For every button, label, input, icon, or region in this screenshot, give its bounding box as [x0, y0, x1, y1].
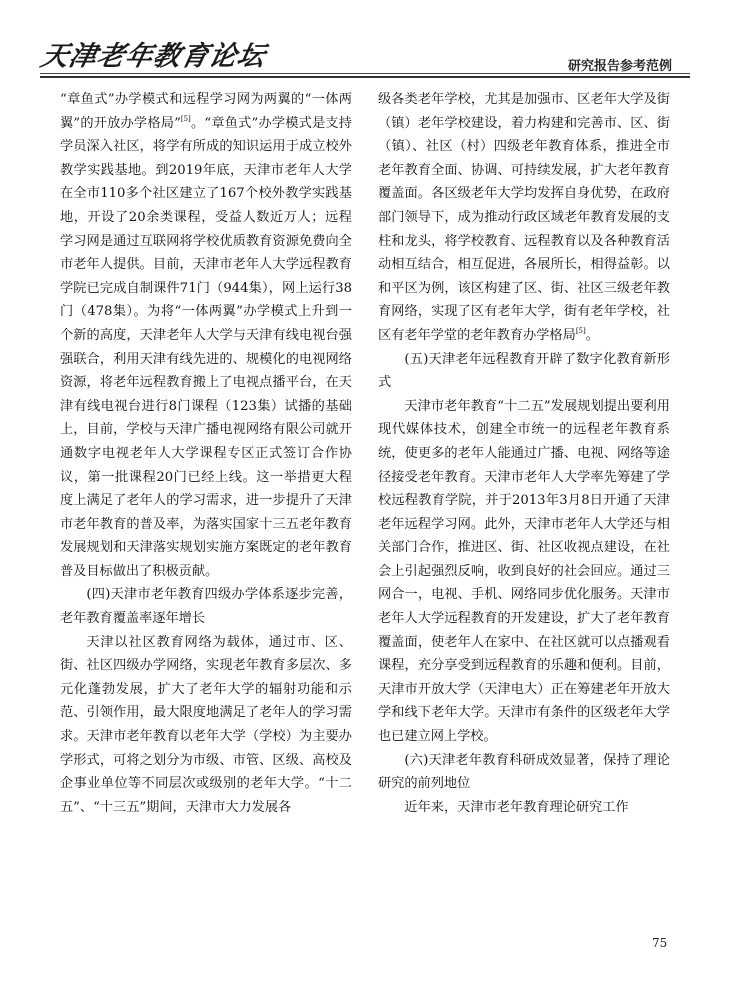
left-column: [60, 88, 352, 819]
left-paragraph-1-text: “章鱼式”办学模式和远程学习网为两翼的“一体两翼”的开放办学格局”: [60, 92, 352, 131]
section-title: 研究报告参考范例: [567, 59, 672, 74]
right-paragraph-3: 近年来，天津市老年教育理论研究工作: [404, 799, 629, 815]
subsection-heading-6: (六)天津老年教育科研成效显著，保持了理论研究的前列地位: [378, 752, 670, 792]
right-paragraph-1-text: 级各类老年学校，尤其是加强市、区老年大学及街（镇）老年学校建设，着力构建和完善市、区、街（镇）、社区（村）四级老年教育体系，推进全市老年教育全面、协调、可持续发展，扩大老年教育覆盖面。各区级老年大学均发挥自身优势，在政府部门领导下，成为推动行政区域老年教育发展的支柱和龙头，将学校教育、远程教育以及各种教育活动相互结合，相互促进，各展所长，相得益彰。以和平区为例，该区构建了区、街、社区三级老年教育网络，实现了区有老年大学，街有老年学校，社区有老年学堂的老年教育办学格局: [378, 92, 670, 343]
right-column: [378, 88, 670, 819]
journal-masthead: 天津老年教育论坛: [38, 41, 269, 72]
right-paragraph-2: 天津市老年教育“十二五”发展规划提出要利用现代媒体技术，创建全市统一的远程老年教育系统，使更多的老年人能通过广播、电视、网络等途径接受老年教育。天津市老年人大学率先筹建了学校远程教育学院，并于2013年3月8日开通了天津老年远程学习网。此外，天津市老年人大学还与相关部门合作，推进区、街、社区收视点建设，在社会上引起强烈反响，收到良好的社会回应。通过三网合一，电视、手机、网络同步优化服务。天津市老年人大学远程教育的开发建设，扩大了老年教育覆盖面，使老年人在家中、在社区就可以点播观看课程，充分享受到远程教育的乐趣和便利。目前，天津市开放大学（天津电大）正在筹建老年开放大学和线下老年大学。天津市有条件的区级老年大学也已建立网上学校。: [378, 398, 670, 745]
left-paragraph-1: [60, 88, 352, 583]
citation-ref: [5]: [180, 114, 191, 123]
subsection-heading-4: (四)天津市老年教育四级办学体系逐步完善，老年教育覆盖率逐年增长: [60, 587, 352, 627]
header-rule-thin: [40, 73, 690, 74]
left-paragraph-1-rest: 。“章鱼式”办学模式是支持学员深入社区，将学有所成的知识运用于成立校外教学实践基地。到2019年底，天津市老年人大学在全市110多个社区建立了167个校外教学实践基地，开设了20余类课程，受益人数近万人；远程学习网是通过互联网将学校优质教育资源免费向全市老年人提供。目前，天津市老年人大学远程教育学院已完成自制课件71门（944集），网上运行38门（478集）。为将“一体两翼”办学模式上升到一个新的高度，天津老年人大学与天津有线电视台强强联合，利用天津有线先进的、规模化的电视网络资源，将老年远程教育搬上了电视点播平台，在天津有线电视台进行8门课程（123集）试播的基础上，目前，学校与天津广播电视网络有限公司就开通数字电视老年人大学课程专区正式签订合作协议，第一批课程20门已经上线。这一举措更大程度上满足了老年人的学习需求，进一步提升了天津市老年教育的普及率，为落实国家十三五老年教育发展规划和天津落实规划实施方案既定的老年教育普及目标做出了积极贡献。: [60, 115, 352, 579]
right-paragraph-1-end: 。: [585, 327, 599, 343]
right-paragraph-1: [378, 88, 670, 348]
page-header: [0, 0, 730, 80]
citation-ref: [5]: [575, 326, 586, 335]
subsection-heading-5: (五)天津老年远程教育开辟了数字化教育新形式: [378, 351, 670, 391]
left-paragraph-2: 天津以社区教育网络为载体，通过市、区、街、社区四级办学网络，实现老年教育多层次、多元化蓬勃发展，扩大了老年大学的辐射功能和示范、引领作用，最大限度地满足了老年人的学习需求。天津市老年教育以老年大学（学校）为主要办学形式，可将之划分为市级、市管、区级、高校及企事业单位等不同层次或级别的老年大学。“十二五”、“十三五”期间，天津市大力发展各: [60, 634, 352, 815]
page-number: 75: [652, 936, 668, 950]
header-rule-thick: [40, 76, 690, 78]
